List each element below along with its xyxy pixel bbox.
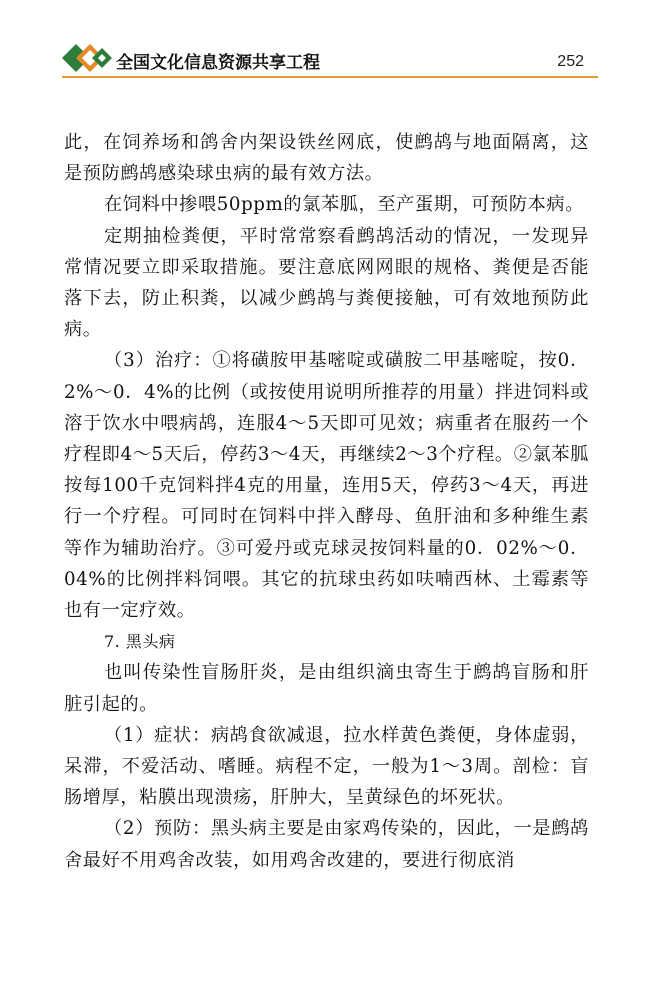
paragraph-fecal-check: 定期抽检粪便，平时常常察看鹧鸪活动的情况，一发现异常情况要立即采取措施。要注意底网网眼的规格、粪便是否能落下去，防止积粪，以减少鹧鸪与粪便接触，可有效地预防此病。 xyxy=(64,225,589,341)
paragraph-feed-prevention: 在饲料中掺喂50ppm的氯苯胍，至产蛋期，可预防本病。 xyxy=(104,194,584,216)
page-body xyxy=(64,127,589,876)
paragraph-treatment: （3）治疗：①将磺胺甲基嘧啶或磺胺二甲基嘧啶，按0．2%～0．4%的比例（或按使用说明所推荐的用量）拌进饲料或溶于饮水中喂病鸪，连服4～5天即可见效；病重者在服药一个疗程即4～5天后，停药3～4天，再继续2～3个疗程。②氯苯胍按每100千克饲料拌4克的用量，连用5天，停药3～4天，再进行一个疗程。可同时在饲料中拌入酵母、鱼肝油和多种维生素等作为辅助治疗。③可爱丹或克球灵按饲料量的0．02%～0．04%的比例拌料饲喂。其它的抗球虫药如呋喃西林、土霉素等也有一定疗效。 xyxy=(64,350,589,622)
paragraph-prevention: （2）预防：黑头病主要是由家鸡传染的，因此，一是鹧鸪舍最好不用鸡舍改装，如用鸡舍改建的，要进行彻底消 xyxy=(64,818,589,871)
header-title: 全国文化信息资源共享工程 xyxy=(116,53,320,73)
paragraph-continuation: 此，在饲养场和鸽舍内架设铁丝网底，使鹧鸪与地面隔离，这是预防鹧鸪感染球虫病的最有效方法。 xyxy=(64,132,589,185)
paragraph-blackhead-intro: 也叫传染性盲肠肝炎，是由组织滴虫寄生于鹧鸪盲肠和肝脏引起的。 xyxy=(64,662,589,715)
paragraph-symptoms: （1）症状：病鸪食欲减退，拉水样黄色粪便，身体虚弱，呆滞，不爱活动、嗜睡。病程不定，一般为1～3周。剖检：盲肠增厚，粘膜出现溃疡，肝肿大，呈黄绿色的坏死状。 xyxy=(64,724,589,809)
page-header xyxy=(0,0,646,80)
header-divider xyxy=(62,76,598,78)
section-heading-blackhead: 7. 黑头病 xyxy=(104,632,176,652)
logo-icon xyxy=(62,40,114,76)
page-number: 252 xyxy=(557,53,584,70)
